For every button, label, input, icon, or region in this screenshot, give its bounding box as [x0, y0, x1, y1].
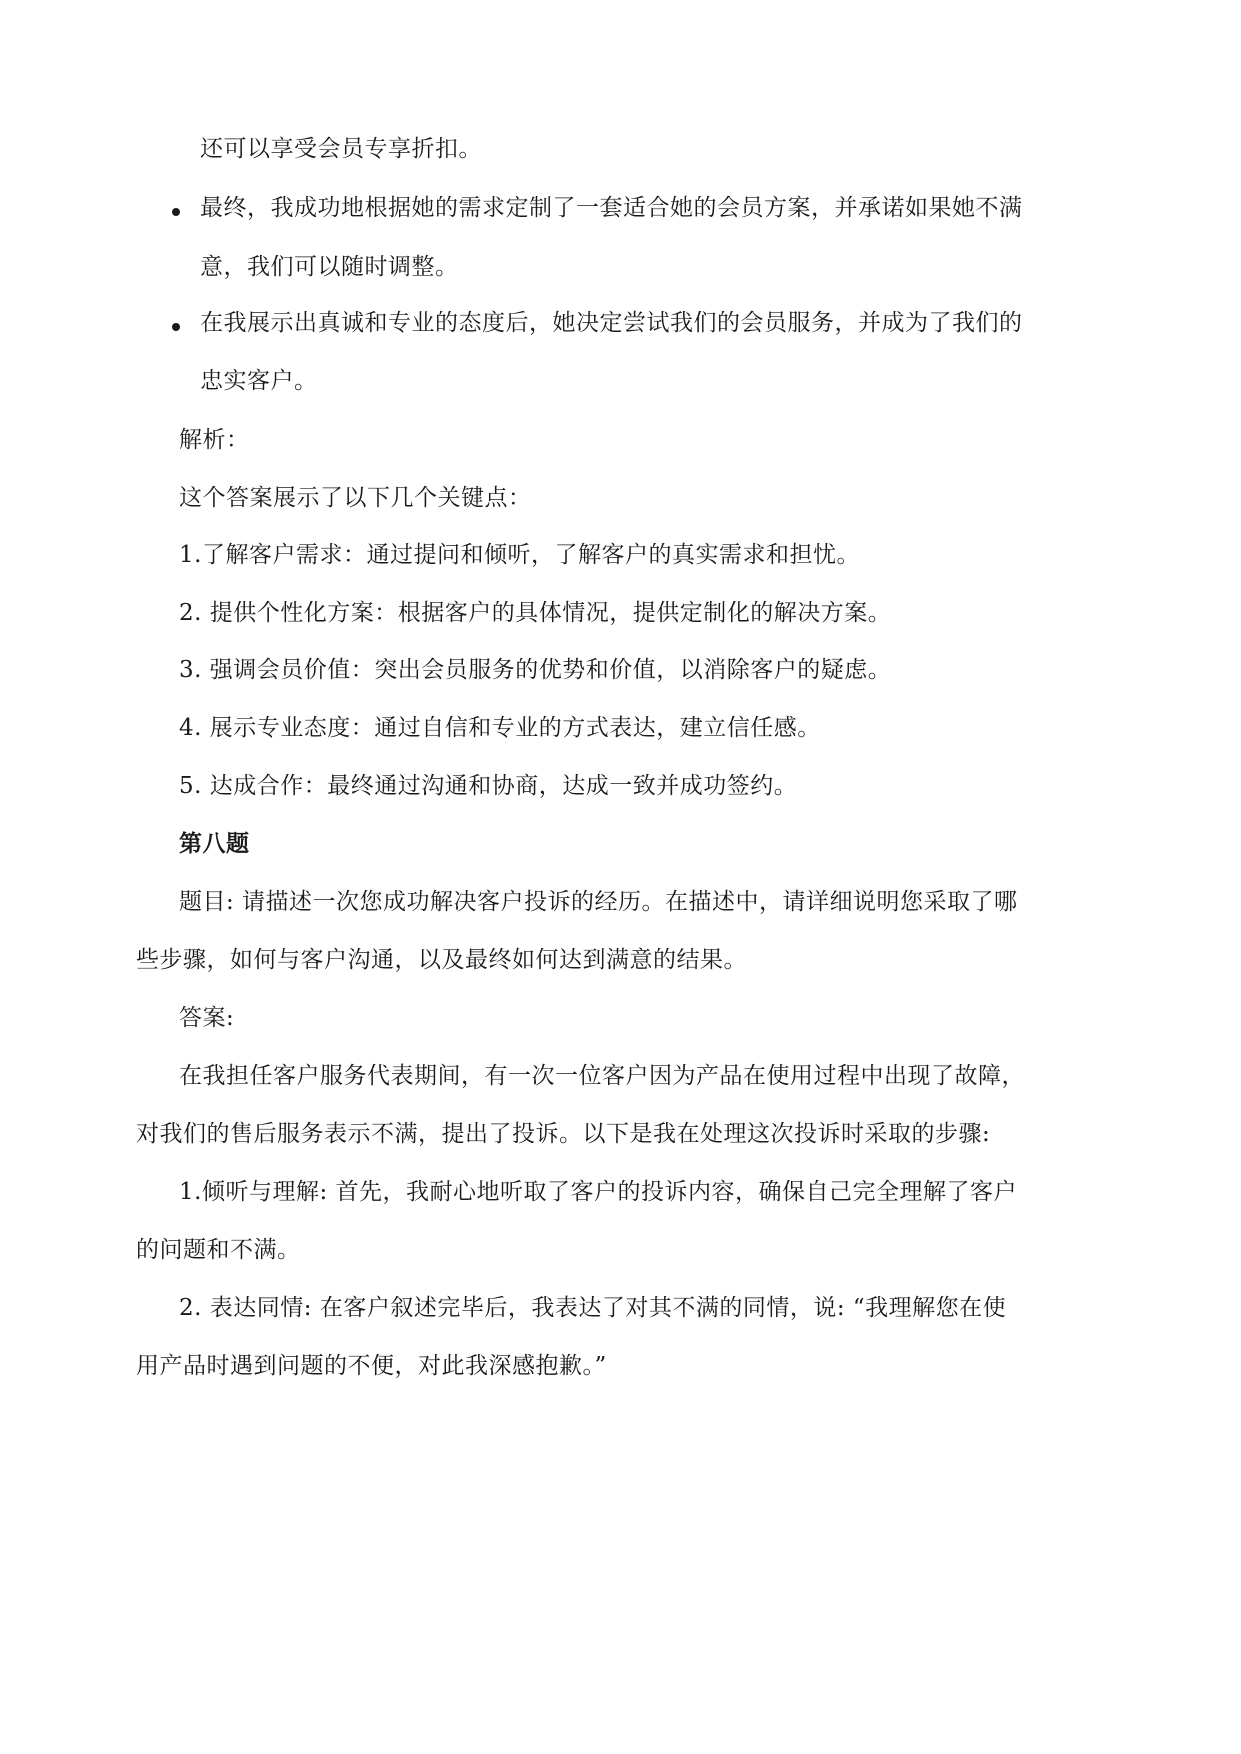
question-line-2: 些步骤，如何与客户沟通，以及最终如何达到满意的结果。 — [136, 947, 747, 973]
step-2-line-1: 2. 表达同情: 在客户叙述完毕后，我表达了对其不满的同情，说: “我理解您在使 — [179, 1295, 1007, 1321]
answer-paragraph-line-2: 对我们的售后服务表示不满，提出了投诉。以下是我在处理这次投诉时采取的步骤: — [136, 1121, 991, 1147]
key-point-5: 5. 达成合作：最终通过沟通和协商，达成一致并成功签约。 — [179, 773, 798, 799]
step-1-line-1: 1.倾听与理解: 首先，我耐心地听取了客户的投诉内容，确保自己完全理解了客户 — [179, 1179, 1018, 1205]
bullet-1-line-1: 最终，我成功地根据她的需求定制了一套适合她的会员方案，并承诺如果她不满 — [200, 195, 1023, 221]
key-point-1: 1.了解客户需求：通过提问和倾听，了解客户的真实需求和担忧。 — [179, 542, 860, 568]
analysis-heading: 解析： — [179, 427, 250, 453]
answer-paragraph-line-1: 在我担任客户服务代表期间，有一次一位客户因为产品在使用过程中出现了故障， — [179, 1063, 1025, 1089]
bullet-dot — [172, 208, 180, 216]
bullet-dot — [172, 323, 180, 331]
bullet-2-line-2: 忠实客户。 — [200, 368, 318, 394]
key-point-3: 3. 强调会员价值：突出会员服务的优势和价值，以消除客户的疑虑。 — [179, 657, 892, 683]
answer-heading: 答案: — [179, 1005, 235, 1031]
key-point-4: 4. 展示专业态度：通过自信和专业的方式表达，建立信任感。 — [179, 715, 821, 741]
analysis-intro: 这个答案展示了以下几个关键点： — [179, 485, 532, 511]
bullet-1-line-2: 意，我们可以随时调整。 — [200, 254, 459, 280]
key-point-2: 2. 提供个性化方案：根据客户的具体情况，提供定制化的解决方案。 — [179, 600, 892, 626]
continuation-line: 还可以享受会员专享折扣。 — [200, 136, 482, 162]
section-title: 第八题 — [179, 830, 250, 857]
bullet-2-line-1: 在我展示出真诚和专业的态度后，她决定尝试我们的会员服务，并成为了我们的 — [200, 310, 1023, 336]
step-2-line-2: 用产品时遇到问题的不便，对此我深感抱歉。” — [136, 1353, 607, 1379]
question-line-1: 题目: 请描述一次您成功解决客户投诉的经历。在描述中，请详细说明您采取了哪 — [179, 889, 1018, 915]
step-1-line-2: 的问题和不满。 — [136, 1237, 301, 1263]
